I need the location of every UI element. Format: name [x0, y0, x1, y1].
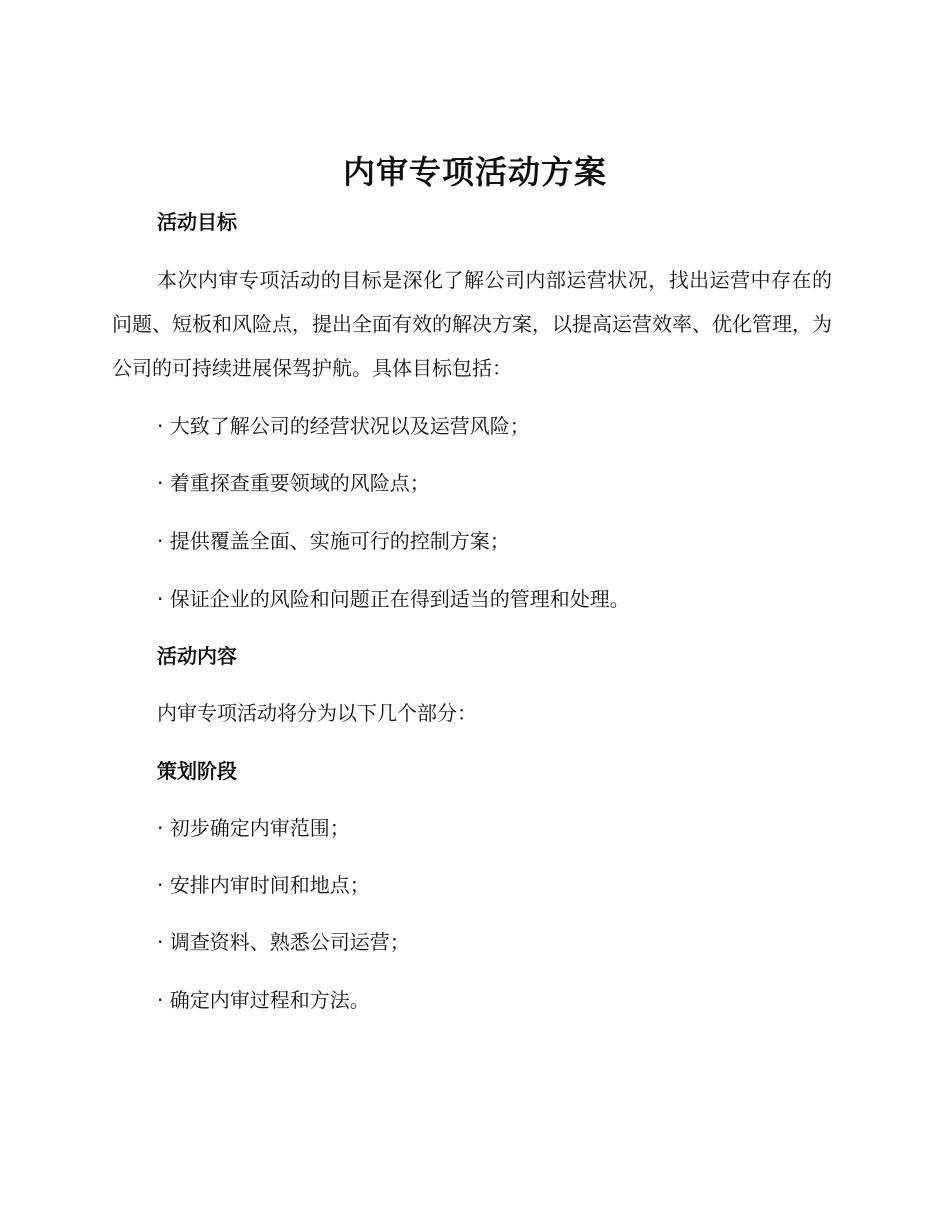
goal-bullet-3: · 提供覆盖全面、实施可行的控制方案；: [157, 529, 510, 553]
document-title: 内审专项活动方案: [342, 153, 607, 191]
goal-bullet-1: · 大致了解公司的经营状况以及运营风险；: [157, 414, 530, 438]
section-heading-content: 活动内容: [157, 644, 237, 668]
goal-bullet-4: · 保证企业的风险和问题正在得到适当的管理和处理。: [157, 587, 630, 611]
goal-paragraph: 本次内审专项活动的目标是深化了解公司内部运营状况，找出运营中存在的问题、短板和风险点，提出全面有效的解决方案，以提高运营效率、优化管理，为公司的可持续进展保驾护航。具体目标包括：: [112, 268, 832, 380]
planning-bullet-3: · 调查资料、熟悉公司运营；: [157, 930, 410, 954]
content-intro: 内审专项活动将分为以下几个部分：: [157, 701, 477, 725]
planning-bullet-2: · 安排内审时间和地点；: [157, 873, 370, 897]
section-heading-goal: 活动目标: [157, 210, 237, 234]
goal-bullet-2: · 着重探查重要领域的风险点；: [157, 471, 430, 495]
section-heading-planning: 策划阶段: [157, 759, 237, 783]
planning-bullet-4: · 确定内审过程和方法。: [157, 988, 370, 1012]
planning-bullet-1: · 初步确定内审范围；: [157, 816, 350, 840]
